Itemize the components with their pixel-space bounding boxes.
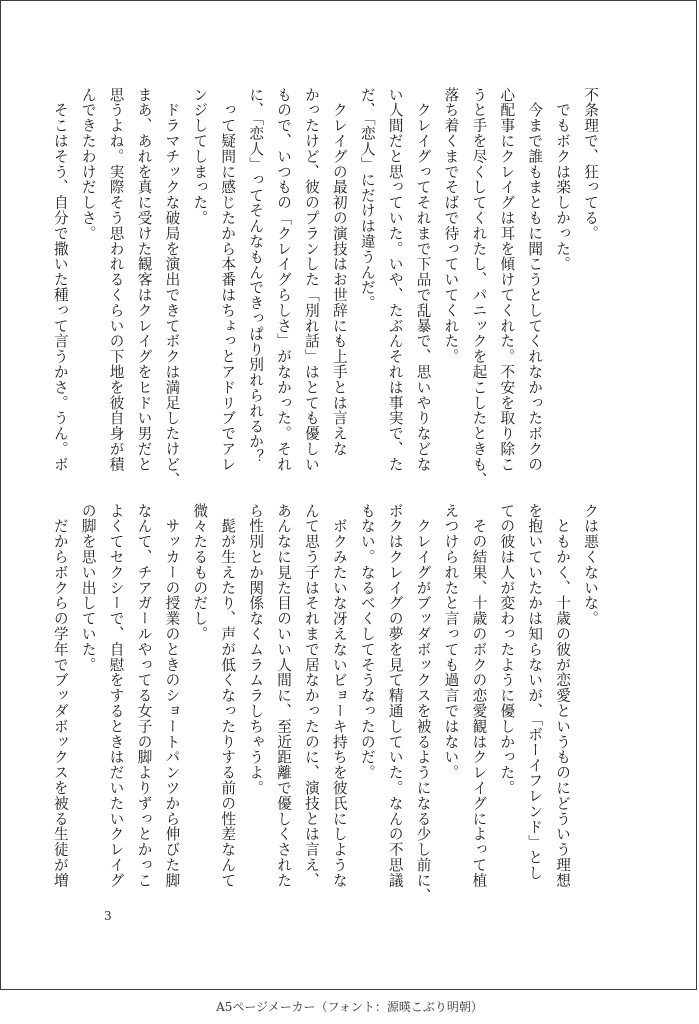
text-column: もので、いつもの「クレイグらしさ」がなかった。それ — [275, 87, 293, 472]
text-column: ら性別とか関係なくムラムラしちゃうよ。 — [247, 503, 265, 796]
text-column: 心配事にクレイグは耳を傾けてくれた。不安を取り除こ — [498, 87, 516, 472]
text-column: だ、「恋人」にだけは違うんだ。 — [358, 87, 376, 311]
text-column: だからボクらの学年でブッダボックスを被る生徒が増 — [51, 503, 69, 888]
text-column: クレイグの最初の演技はお世辞にも上手とは言えな — [330, 87, 348, 457]
text-column: 不条理で、狂ってる。 — [582, 87, 599, 241]
text-column: まあ、あれを真に受けた観客はクレイグをヒドい男だと — [135, 87, 153, 472]
text-column: の脚を思い出していた。 — [79, 503, 97, 673]
text-column: クレイグがブッダボックスを被るようになる少し前に、 — [414, 503, 432, 904]
text-column: って疑問に感じたから本番はちょっとアドリブでアレ — [219, 87, 237, 472]
text-column: ともかく、十歳の彼が恋愛というものにどういう理想 — [554, 503, 572, 888]
text-column: に、「恋人」ってそんなもんできっぱり別れられるか？ — [247, 87, 265, 465]
text-column: えつけられたと言っても過言ではない。 — [442, 503, 460, 781]
text-column: よくてセクシーで、自慰をするときはだいたいクレイグ — [107, 503, 125, 888]
text-column: 髭が生えたり、声が低くなったりする前の性差なんて — [219, 503, 237, 888]
text-column: あんなに見た目のいい人間に、至近距離で優しくされた — [275, 503, 293, 888]
text-column: その結果、十歳のボクの恋愛観はクレイグによって植 — [470, 503, 488, 888]
text-column: クレイグってそれまで下品で乱暴で、思いやりなどな — [414, 87, 432, 472]
text-column: ボクみたいな冴えないビョーキ持ちを彼氏にしような — [330, 503, 348, 888]
text-column: うと手を尽くしてくれたし、パニックを起こしたときも、 — [470, 87, 488, 488]
footer-caption: A5ページメーカー（フォント：源暎こぶり明朝） — [216, 1000, 483, 1014]
text-column: ンジしてしまった。 — [191, 87, 209, 226]
page-number: 3 — [104, 909, 112, 923]
text-column: なんて、チアガールやってる女子の脚よりずっとかっこ — [135, 503, 153, 888]
text-column: ボクはクレイグの夢を見て精通していた。なんの不思議 — [386, 503, 404, 888]
bottom-text-block — [46, 503, 604, 903]
text-column: 落ち着くまでそばで待っていてくれた。 — [442, 87, 460, 365]
text-column: サッカーの授業のときのショートパンツから伸びた脚 — [163, 503, 181, 888]
text-column: い人間だと思っていた。いや、たぶんそれは事実で、た — [386, 87, 404, 472]
text-column: 今まで誰もまともに聞こうとしてくれなかったボクの — [526, 87, 544, 472]
text-column: 微々たるものだし。 — [191, 503, 209, 642]
text-column: かったけど、彼のプランした「別れ話」はとても優しい — [302, 87, 320, 472]
text-column: そこはそう、自分で撒いた種って言うかさ。うん。ボ — [51, 87, 69, 472]
text-column: んて思う子はそれまで居なかったのに、演技とは言え、 — [302, 503, 320, 888]
text-column: を抱いていたかは知らないが、「ボーイフレンド」とし — [526, 503, 544, 881]
text-column: クは悪くないな。 — [582, 503, 599, 627]
top-text-block — [46, 87, 604, 487]
text-column: もない。なるべくしてそうなったのだ。 — [358, 503, 376, 781]
text-column: ての彼は人が変わったように優しかった。 — [498, 503, 516, 796]
text-column: ドラマチックな破局を演出できてボクは満足したけど、 — [163, 87, 181, 488]
text-column: 思うよね。実際そう思われるくらいの下地を彼自身が積 — [107, 87, 125, 472]
text-column: んできたわけだしさ。 — [79, 87, 97, 241]
text-column: でもボクは楽しかった。 — [554, 87, 572, 272]
